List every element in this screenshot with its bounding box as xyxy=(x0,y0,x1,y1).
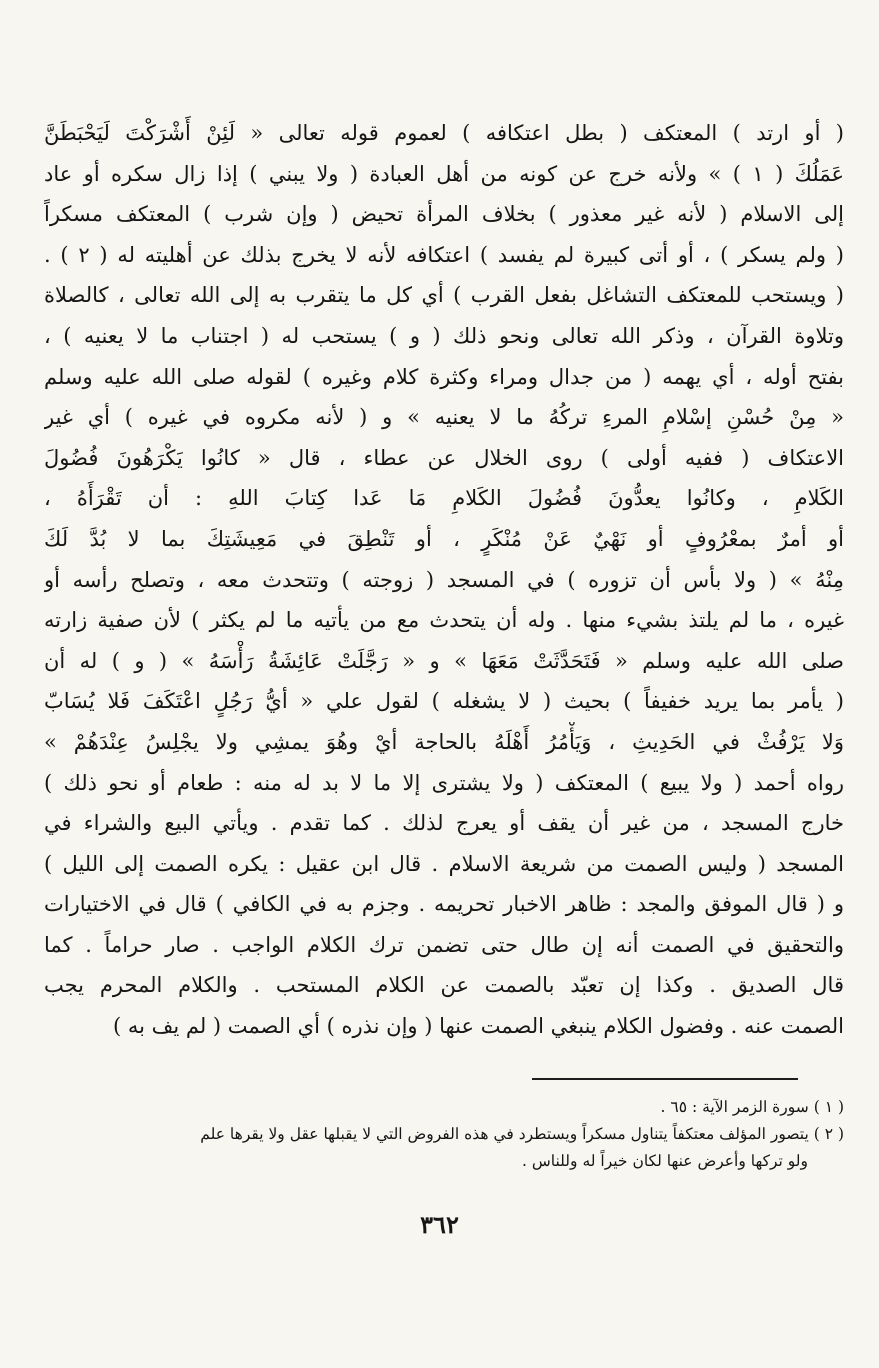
text-line: ( ولم يسكر ) ، أو أتى كبيرة لم يفسد ) اعتكافه لأنه لا يخرج بذلك عن أهليته له ( ٢ ) . xyxy=(44,242,844,267)
footnote-1: ( ١ ) سورة الزمر الآية : ٦٥ . xyxy=(660,1098,844,1116)
text-line: و ( قال الموفق والمجد : ظاهر الاخبار تحريمه . وجزم به في الكافي ) قال في الاختيارات xyxy=(44,892,844,917)
text-line: غيره ، ما لم يلتذ بشيء منها . وله أن يتحدث مع من يأتيه ما لم يكثر ) لأن صفية زارته xyxy=(44,608,844,633)
text-line: صلى الله عليه وسلم « فَتَحَدَّثَتْ مَعَهَا » و « رَجَّلَتْ عَائِشَةُ رَأْسَهُ » ( و ) له أن xyxy=(44,648,844,673)
main-text xyxy=(44,113,844,1047)
text-line: رواه أحمد ( ولا يبيع ) المعتكف ( ولا يشترى إلا ما لا بد له منه : طعام أو نحو ذلك ) xyxy=(44,770,844,795)
text-line: خارج المسجد ، من غير أن يقف أو يعرج لذلك . كما تقدم . ويأتي البيع والشراء في xyxy=(44,811,844,836)
text-line: مِنْهُ » ( ولا بأس أن تزوره ) في المسجد ( زوجته ) وتتحدث معه ، وتصلح رأسه أو xyxy=(44,567,844,592)
text-line: بفتح أوله ، أي يهمه ( من جدال ومراء وكثرة كلام وغيره ) لقوله صلى الله عليه وسلم xyxy=(44,364,844,389)
text-line: وتلاوة القرآن ، وذكر الله تعالى ونحو ذلك ( و ) يستحب له ( اجتناب ما لا يعنيه ) ، xyxy=(44,323,844,348)
text-line: أو أمرٌ بمعْرُوفٍ أو نَهْيٌ عَنْ مُنْكَرٍ ، أو تَنْطِقَ في مَعِيشَتِكَ بما لا بُدَّ لَكَ xyxy=(44,526,844,551)
page-number: ٣٦٢ xyxy=(420,1210,459,1239)
footnotes xyxy=(40,1094,844,1175)
footnote-2: ( ٢ ) يتصور المؤلف معتكفاً يتناول مسكراً ويستطرد في هذه الفروض التي لا يقبلها عقل ولا يقرها علم xyxy=(200,1125,844,1143)
text-line: قال الصديق . وكذا إن تعبّد بالصمت عن الكلام المستحب . والكلام المحرم يجب xyxy=(44,973,844,998)
text-line: ( يأمر بما يريد خفيفاً ) بحيث ( لا يشغله ) لقول علي « أيُّ رَجُلٍ اعْتَكَفَ فَلا يُسَابّ xyxy=(44,689,844,714)
text-line: وَلا يَرْفُثْ في الحَدِيثِ ، وَيَأْمُرُ أَهْلَهُ بالحاجة أيْ وهُوَ يمشِي ولا يجْلِسُ عِنْدَهُمْ » xyxy=(44,729,844,754)
footnote-separator xyxy=(532,1078,798,1080)
text-line: الاعتكاف ( ففيه أولى ) روى الخلال عن عطاء ، قال « كانُوا يَكْرَهُونَ فُضُولَ xyxy=(44,445,844,470)
text-line: المسجد ( وليس الصمت من شريعة الاسلام . قال ابن عقيل : يكره الصمت إلى الليل ) xyxy=(44,851,844,876)
text-line: إلى الاسلام ( لأنه غير معذور ) بخلاف المرأة تحيض ( وإن شرب ) المعتكف مسكراً xyxy=(44,202,844,227)
text-line: « مِنْ حُسْنِ إسْلامِ المرءِ تركُهُ ما لا يعنيه » و ( لأنه مكروه في غيره ) أي غير xyxy=(44,405,844,430)
text-line: ( ويستحب للمعتكف التشاغل بفعل القرب ) أي كل ما يتقرب به إلى الله تعالى ، كالصلاة xyxy=(44,283,844,308)
text-line: ( أو ارتد ) المعتكف ( بطل اعتكافه ) لعموم قوله تعالى « لَئِنْ أَشْرَكْتَ لَيَحْبَطَنَّ xyxy=(44,121,844,145)
text-line: والتحقيق في الصمت أنه إن طال حتى تضمن ترك الكلام الواجب . صار حراماً . كما xyxy=(44,932,844,957)
text-line: الصمت عنه . وفضول الكلام ينبغي الصمت عنها ( وإن نذره ) أي الصمت ( لم يف به ) xyxy=(112,1014,844,1039)
text-line: الكَلامِ ، وكانُوا يعدُّونَ فُضُولَ الكَلامِ مَا عَدا كِتابَ اللهِ : أن تَقْرَأَهُ ، xyxy=(44,486,844,511)
text-line: عَمَلُكَ ( ١ ) » ولأنه خرج عن كونه من أهل العبادة ( ولا يبني ) إذا زال سكره أو عاد xyxy=(44,161,844,186)
footnote-2-continued: ولو تركها وأعرض عنها لكان خيراً له وللناس . xyxy=(522,1152,808,1170)
